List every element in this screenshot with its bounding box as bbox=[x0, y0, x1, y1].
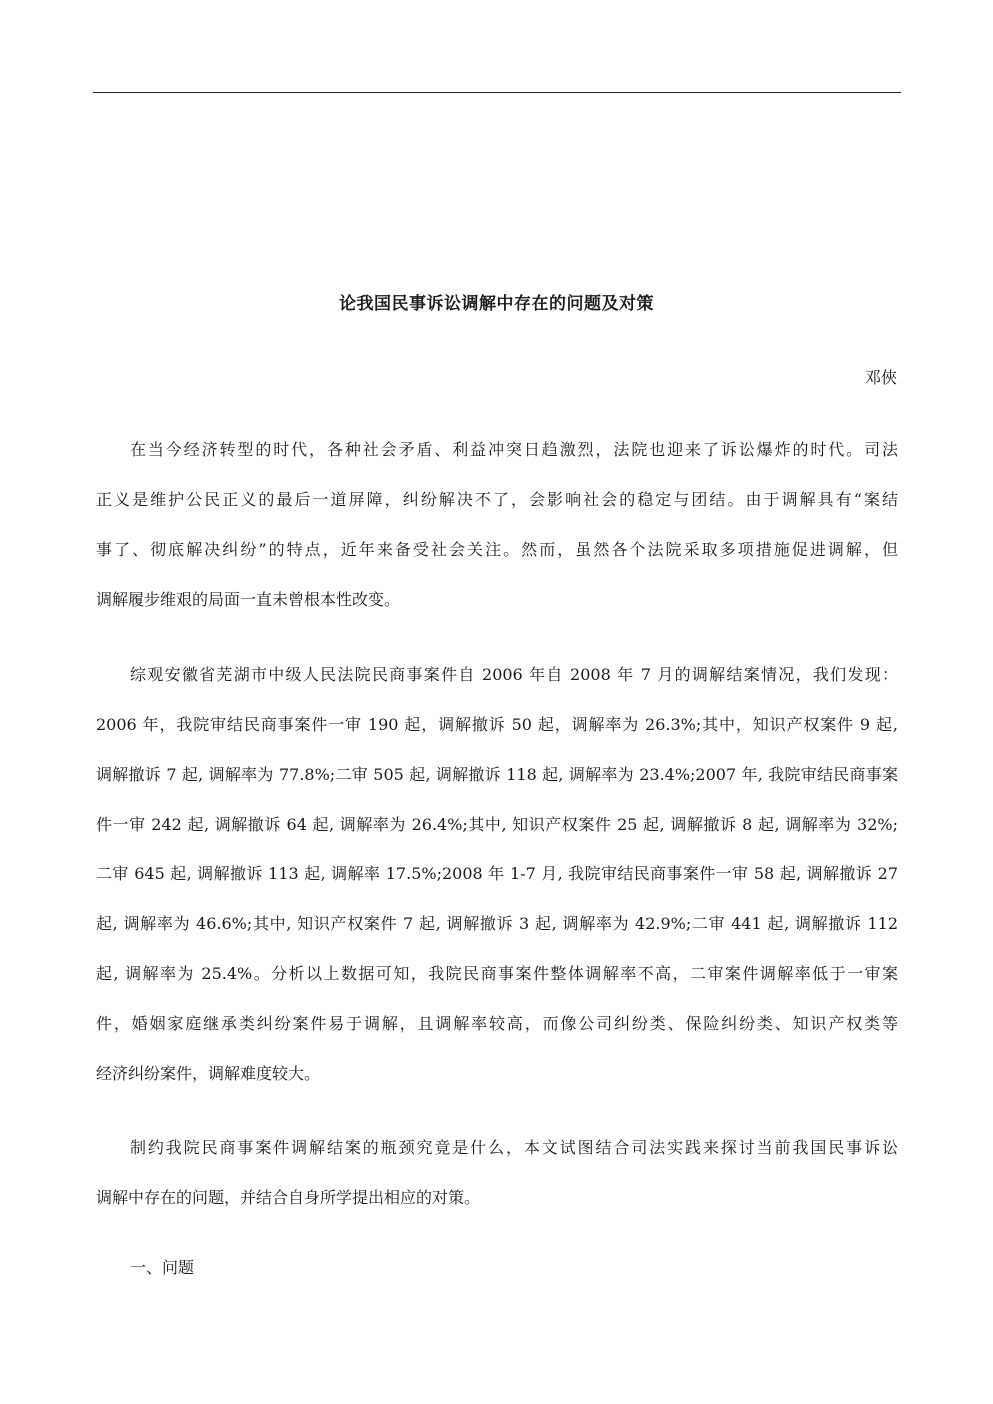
section-heading: 一、问题 bbox=[130, 1258, 195, 1277]
paragraph-2-line-8: 件，婚姻家庭继承类纠纷案件易于调解，且调解率较高，而像公司纠纷类、保险纠纷类、知识产权类等 bbox=[96, 1014, 898, 1033]
paragraph-3-line-1: 制约我院民商事案件调解结案的瓶颈究竟是什么，本文试图结合司法实践来探讨当前我国民事诉讼 bbox=[130, 1138, 898, 1157]
paragraph-2-line-2: 2006 年，我院审结民商事案件一审 190 起，调解撤诉 50 起，调解率为 26.3%;其中，知识产权案件 9 起, bbox=[96, 715, 898, 734]
paragraph-2-line-4: 件一审 242 起, 调解撤诉 64 起, 调解率为 26.4%;其中, 知识产权案件 25 起, 调解撤诉 8 起, 调解率为 32%; bbox=[96, 815, 898, 834]
paragraph-2-line-9: 经济纠纷案件，调解难度较大。 bbox=[96, 1064, 321, 1083]
document-title: 论我国民事诉讼调解中存在的问题及对策 bbox=[339, 294, 654, 314]
paragraph-2-line-1: 综观安徽省芜湖市中级人民法院民商事案件自 2006 年自 2008 年 7 月的调解结案情况，我们发现： bbox=[130, 665, 898, 684]
paragraph-1-line-1: 在当今经济转型的时代，各种社会矛盾、利益冲突日趋激烈，法院也迎来了诉讼爆炸的时代。司法 bbox=[130, 440, 898, 459]
paragraph-3-line-2: 调解中存在的问题，并结合自身所学提出相应的对策。 bbox=[96, 1188, 481, 1207]
header-rule bbox=[93, 92, 901, 93]
paragraph-1-line-2: 正义是维护公民正义的最后一道屏障，纠纷解决不了，会影响社会的稳定与团结。由于调解具有“案结 bbox=[96, 490, 898, 509]
paragraph-1-line-4: 调解履步维艰的局面一直未曾根本性改变。 bbox=[96, 590, 401, 609]
paragraph-2-line-5: 二审 645 起, 调解撤诉 113 起, 调解率 17.5%;2008 年 1-7 月, 我院审结民商事案件一审 58 起, 调解撤诉 27 bbox=[96, 864, 898, 883]
paragraph-2-line-7: 起, 调解率为 25.4%。分析以上数据可知，我院民商事案件整体调解率不高，二审案件调解率低于一审案 bbox=[96, 964, 898, 983]
author-name: 邓俠 bbox=[864, 368, 897, 387]
paragraph-1-line-3: 事了、彻底解决纠纷”的特点，近年来备受社会关注。然而，虽然各个法院采取多项措施促进调解，但 bbox=[96, 540, 898, 559]
paragraph-2-line-3: 调解撤诉 7 起, 调解率为 77.8%;二审 505 起, 调解撤诉 118 起, 调解率为 23.4%;2007 年, 我院审结民商事案 bbox=[96, 765, 898, 784]
paragraph-2-line-6: 起, 调解率为 46.6%;其中, 知识产权案件 7 起, 调解撤诉 3 起, 调解率为 42.9%;二审 441 起, 调解撤诉 112 bbox=[96, 914, 898, 933]
